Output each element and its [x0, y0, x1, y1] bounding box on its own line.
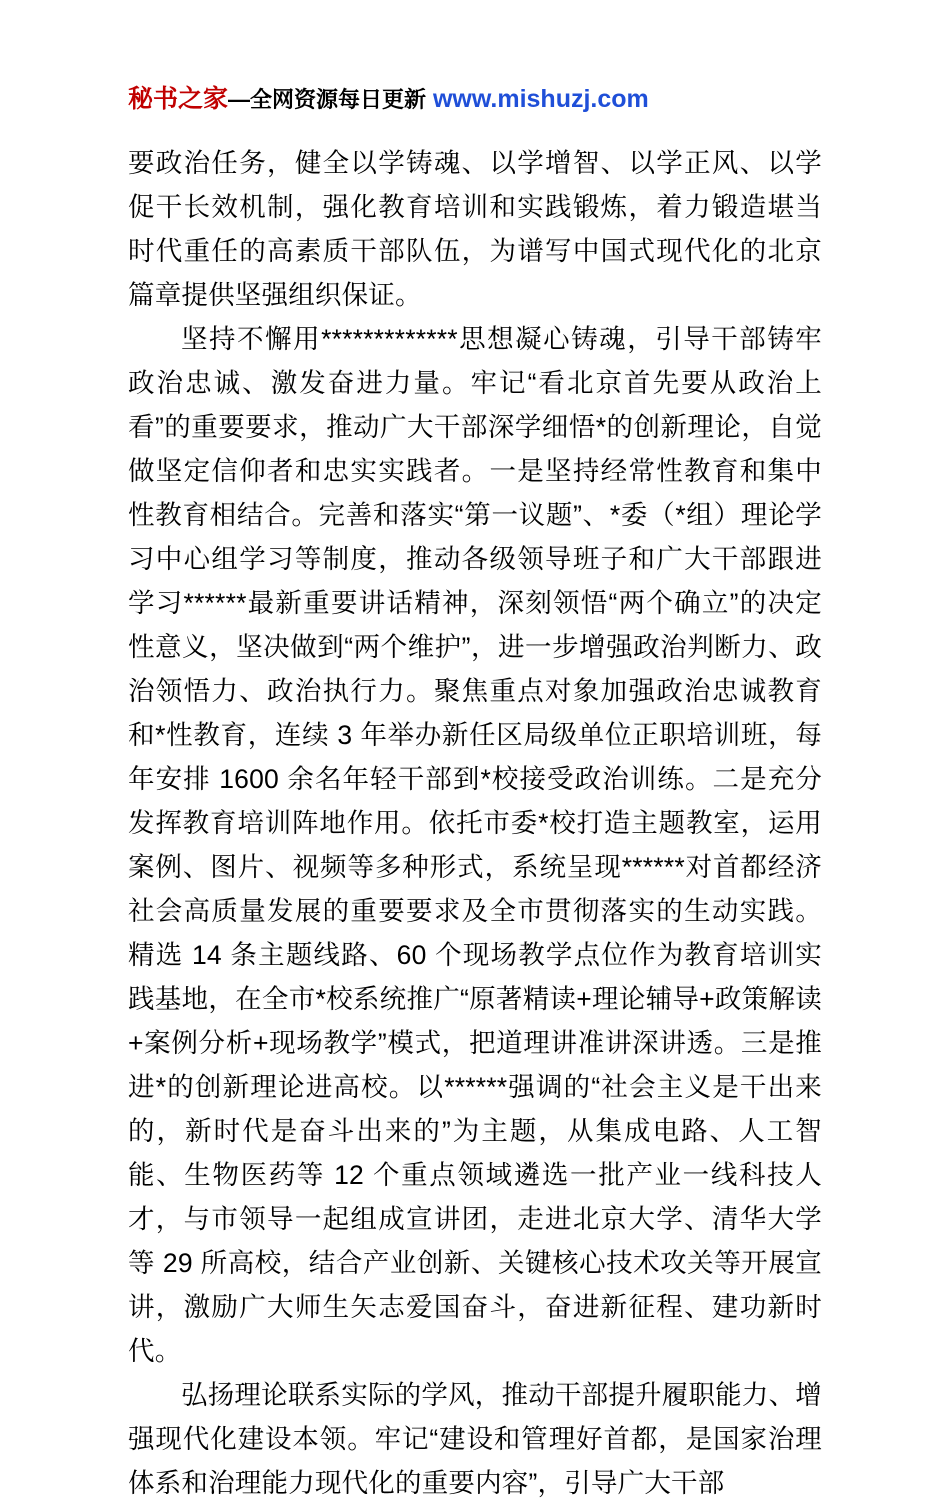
watermark-url[interactable]: www.mishuzj.com: [432, 85, 649, 113]
paragraph-3: 弘扬理论联系实际的学风，推动干部提升履职能力、增强现代化建设本领。牢记“建设和管理好首都，是国家治理体系和治理能力现代化的重要内容”，引导广大干部: [128, 1380, 822, 1498]
watermark-brand: 秘书之家: [128, 86, 229, 113]
watermark-tagline: —全网资源每日更新: [228, 87, 427, 112]
watermark-banner: [128, 0, 822, 115]
paragraph-2: 坚持不懈用*************思想凝心铸魂，引导干部铸牢政治忠诚、激发奋进力量。牢记“看北京首先要从政治上看”的重要要求，推动广大干部深学细悟*的创新理论，自觉做坚定信仰者和忠实实践者。一是坚持经常性教育和集中性教育相结合。完善和落实“第一议题”、*委（*组）理论学习中心组学习等制度，推动各级领导班子和广大干部跟进学习******最新重要讲话精神，深刻领悟“两个确立”的决定性意义，坚决做到“两个维护”，进一步增强政治判断力、政治领悟力、政治执行力。聚焦重点对象加强政治忠诚教育和*性教育，连续 3 年举办新任区局级单位正职培训班，每年安排 1600 余名年轻干部到*校接受政治训练。二是充分发挥教育培训阵地作用。依托市委*校打造主题教室，运用案例、图片、视频等多种形式，系统呈现******对首都经济社会高质量发展的重要要求及全市贯彻落实的生动实践。精选 14 条主题线路、60 个现场教学点位作为教育培训实践基地，在全市*校系统推广“原著精读+理论辅导+政策解读+案例分析+现场教学”模式，把道理讲准讲深讲透。三是推进*的创新理论进高校。以******强调的“社会主义是干出来的，新时代是奋斗出来的”为主题，从集成电路、人工智能、生物医药等 12 个重点领域遴选一批产业一线科技人才，与市领导一起组成宣讲团，走进北京大学、清华大学等 29 所高校，结合产业创新、关键核心技术攻关等开展宣讲，激励广大师生矢志爱国奋斗，奋进新征程、建功新时代。: [128, 324, 822, 1366]
paragraph-1: 要政治任务，健全以学铸魂、以学增智、以学正风、以学促干长效机制，强化教育培训和实践锻炼，着力锻造堪当时代重任的高素质干部队伍，为谱写中国式现代化的北京篇章提供坚强组织保证。: [128, 148, 822, 310]
document-body: [128, 141, 822, 1505]
